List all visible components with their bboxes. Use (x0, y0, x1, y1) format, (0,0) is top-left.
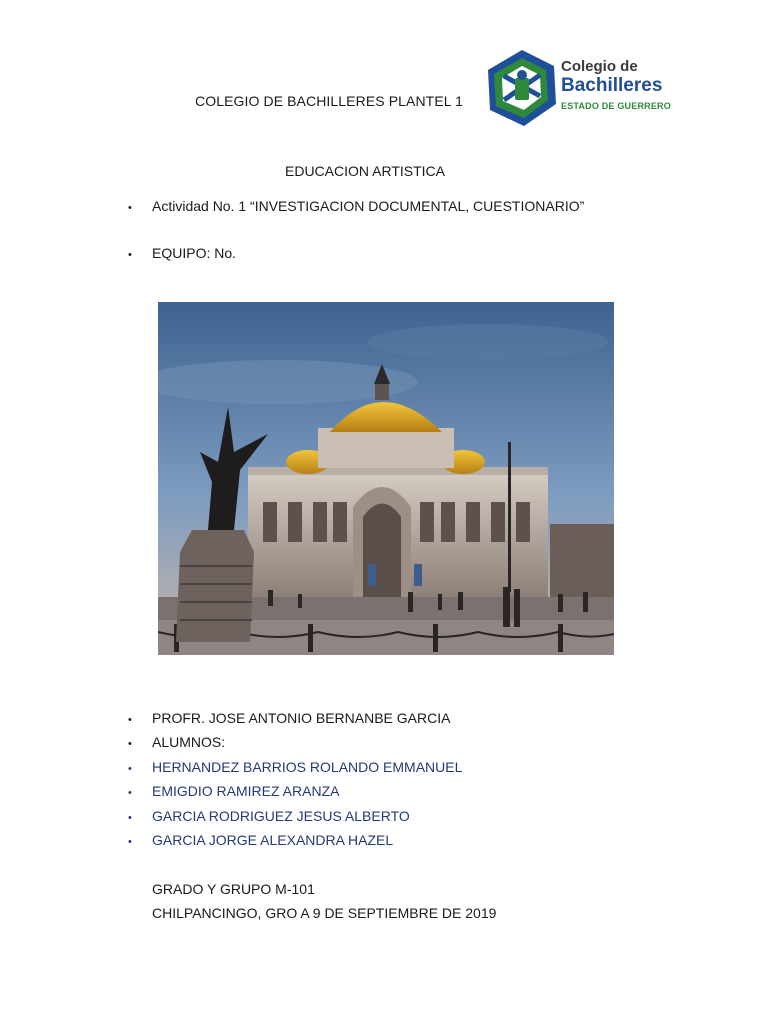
school-logo (484, 48, 684, 128)
student-item (128, 783, 339, 799)
bullet-icon: • (128, 763, 132, 775)
logo-text-colegio: Colegio de (561, 58, 638, 75)
student-item (128, 832, 393, 848)
student-name: HERNANDEZ BARRIOS ROLANDO EMMANUEL (152, 759, 463, 775)
bullet-icon: • (128, 738, 132, 750)
logo-text-bachilleres: Bachilleres (561, 75, 663, 96)
bullet-icon: • (128, 249, 132, 261)
students-label-bullet (128, 734, 225, 750)
logo-emblem-icon (484, 48, 560, 128)
bullet-icon: • (128, 202, 132, 214)
student-name: EMIGDIO RAMIREZ ARANZA (152, 783, 340, 799)
place-date: CHILPANCINGO, GRO A 9 DE SEPTIEMBRE DE 2019 (152, 905, 497, 921)
teacher-bullet (128, 710, 450, 726)
student-name: GARCIA RODRIGUEZ JESUS ALBERTO (152, 808, 410, 824)
student-item (128, 759, 462, 775)
team-bullet (128, 245, 236, 261)
bullet-icon: • (128, 787, 132, 799)
activity-text: Actividad No. 1 “INVESTIGACION DOCUMENTAL, CUESTIONARIO” (152, 198, 585, 214)
team-text: EQUIPO: No. (152, 245, 237, 261)
students-label: ALUMNOS: (152, 734, 226, 750)
subject-title: EDUCACION ARTISTICA (285, 163, 445, 179)
bullet-icon: • (128, 812, 132, 824)
student-item (128, 808, 410, 824)
palacio-bellas-artes-photo (158, 302, 614, 655)
bullet-icon: • (128, 836, 132, 848)
student-name: GARCIA JORGE ALEXANDRA HAZEL (152, 832, 394, 848)
teacher-name: PROFR. JOSE ANTONIO BERNANBE GARCIA (152, 710, 451, 726)
bullet-icon: • (128, 714, 132, 726)
school-title: COLEGIO DE BACHILLERES PLANTEL 1 (195, 93, 463, 109)
activity-bullet (128, 198, 584, 214)
logo-text-estado: ESTADO DE GUERRERO (561, 101, 671, 111)
grade-group: GRADO Y GRUPO M-101 (152, 881, 315, 897)
